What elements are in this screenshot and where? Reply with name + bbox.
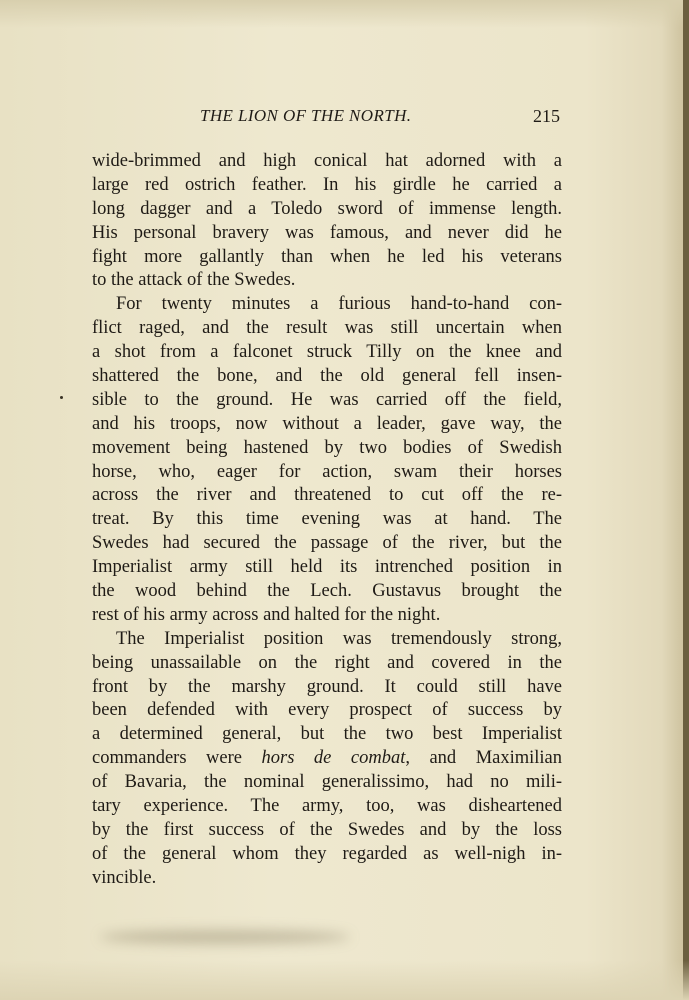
text-line: rest of his army across and halted for the night. bbox=[92, 604, 441, 625]
text-fragment: , and Maximilian bbox=[405, 748, 563, 769]
text-line: a shot from a falconet struck Tilly on the knee and bbox=[92, 342, 562, 363]
text-line: and his troops, now without a leader, gave way, the bbox=[92, 413, 562, 434]
page-number: 215 bbox=[533, 106, 560, 126]
text-line: fight more gallantly than when he led his veterans bbox=[92, 246, 562, 267]
text-line: long dagger and a Toledo sword of immense length. bbox=[92, 198, 562, 219]
text-line: by the first success of the Swedes and by the loss bbox=[92, 819, 562, 840]
page-top-shadow bbox=[0, 0, 689, 28]
running-title: THE LION OF THE NORTH. bbox=[200, 106, 412, 125]
text-line: being unassailable on the right and covered in the bbox=[92, 652, 562, 673]
margin-mark bbox=[60, 396, 63, 399]
text-line: horse, who, eager for action, swam their horses bbox=[92, 461, 562, 482]
text-line bbox=[92, 747, 562, 771]
text-line: For twenty minutes a furious hand-to-hand con- bbox=[116, 294, 562, 315]
text-fragment: commanders were bbox=[92, 748, 242, 769]
page-bottom-shadow bbox=[0, 960, 689, 1000]
text-line: been defended with every prospect of success by bbox=[92, 700, 562, 721]
text-line: tary experience. The army, too, was disheartened bbox=[92, 796, 562, 817]
page-header bbox=[200, 106, 560, 130]
page-edge bbox=[683, 0, 689, 1000]
text-line: treat. By this time evening was at hand. The bbox=[92, 509, 562, 530]
text-line: His personal bravery was famous, and never did he bbox=[92, 222, 562, 243]
text-line: Imperialist army still held its intrenched position in bbox=[92, 557, 562, 578]
text-line: front by the marshy ground. It could still have bbox=[92, 676, 562, 697]
text-line: to the attack of the Swedes. bbox=[92, 270, 296, 291]
text-line: flict raged, and the result was still uncertain when bbox=[92, 318, 562, 339]
text-line: the wood behind the Lech. Gustavus brought the bbox=[92, 581, 562, 602]
text-line: a determined general, but the two best Imperialist bbox=[92, 724, 562, 745]
body-text bbox=[92, 150, 562, 891]
text-line: movement being hastened by two bodies of Swedish bbox=[92, 437, 562, 458]
text-line: The Imperialist position was tremendously strong, bbox=[116, 628, 562, 649]
text-line: across the river and threatened to cut off the re- bbox=[92, 485, 562, 506]
text-line: of Bavaria, the nominal generalissimo, had no mili- bbox=[92, 772, 562, 793]
italic-phrase: hors de combat bbox=[261, 748, 406, 769]
text-line: shattered the bone, and the old general fell insen- bbox=[92, 366, 562, 387]
text-line: vincible. bbox=[92, 867, 157, 888]
text-line: large red ostrich feather. In his girdle he carried a bbox=[92, 174, 562, 195]
text-line: sible to the ground. He was carried off the field, bbox=[92, 389, 562, 410]
page-smudge bbox=[100, 930, 350, 944]
text-line: Swedes had secured the passage of the river, but the bbox=[92, 533, 562, 554]
text-line: of the general whom they regarded as well-nigh in- bbox=[92, 843, 562, 864]
text-line: wide-brimmed and high conical hat adorned with a bbox=[92, 151, 562, 171]
